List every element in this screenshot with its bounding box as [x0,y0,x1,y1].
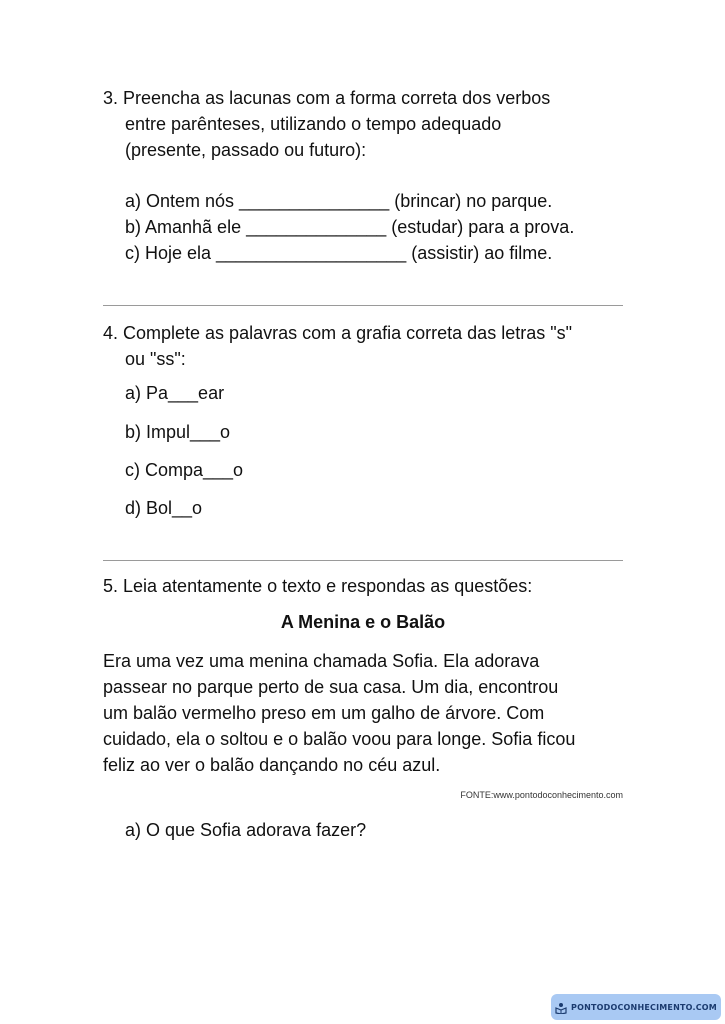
q3-item-c: c) Hoje ela ___________________ (assistir) ao filme. [125,243,553,263]
q4-item-c: c) Compa___o [125,460,244,480]
site-badge [551,994,721,1020]
q3-item-b: b) Amanhã ele ______________ (estudar) para a prova. [125,217,575,237]
q3-prompt-line2: entre parênteses, utilizando o tempo adequado [125,114,502,134]
q4-item-d: d) Bol__o [125,498,203,518]
story-line: passear no parque perto de sua casa. Um dia, encontrou [103,677,559,697]
badge-label: PONTODOCONHECIMENTO.COM [571,1002,717,1012]
q4-prompt-line2: ou "ss": [125,349,186,369]
story-line: cuidado, ela o soltou e o balão voou para longe. Sofia ficou [103,729,576,749]
q4-item-a: a) Pa___ear [125,383,225,403]
story-line: Era uma vez uma menina chamada Sofia. Ela adorava [103,651,540,671]
q3-prompt-line3: (presente, passado ou futuro): [125,140,367,160]
story-title: A Menina e o Balão [280,612,446,632]
q5-prompt: 5. Leia atentamente o texto e respondas as questões: [103,576,533,596]
story-line: um balão vermelho preso em um galho de árvore. Com [103,703,545,723]
book-reader-icon [555,1001,567,1013]
source-citation: FONTE:www.pontodoconhecimento.com [460,790,623,800]
q4-item-b: b) Impul___o [125,422,231,442]
section-divider [103,560,623,561]
q3-item-a: a) Ontem nós _______________ (brincar) no parque. [125,191,553,211]
q4-prompt-line1: 4. Complete as palavras com a grafia correta das letras "s" [103,323,572,343]
q5-question-a: a) O que Sofia adorava fazer? [125,820,367,840]
story-line: feliz ao ver o balão dançando no céu azul. [103,755,441,775]
section-divider [103,305,623,306]
q3-prompt-line1: 3. Preencha as lacunas com a forma correta dos verbos [103,88,551,108]
